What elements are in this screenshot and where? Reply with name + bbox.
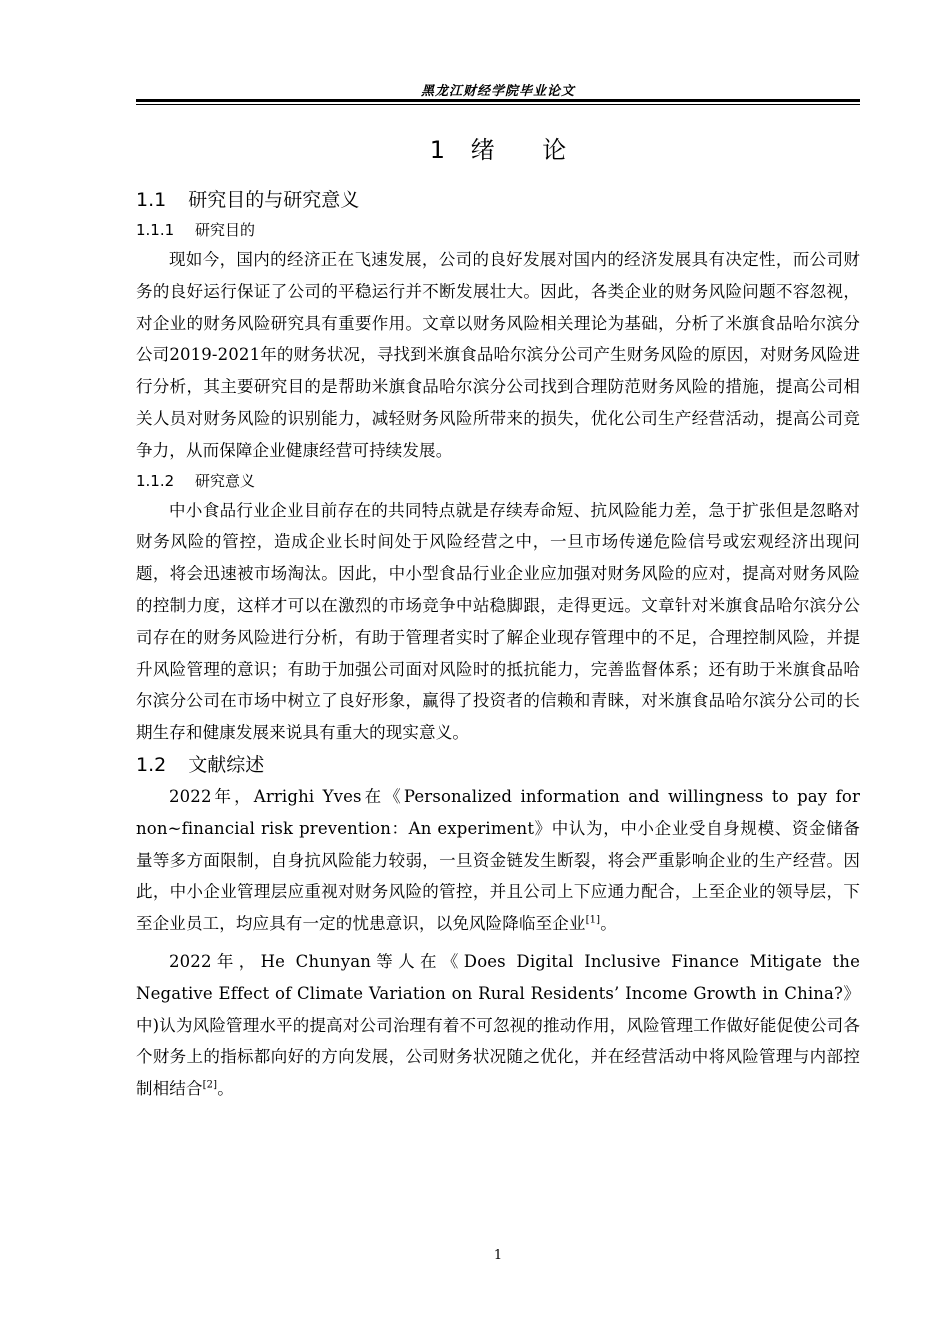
paragraph-literature-2: [136, 946, 860, 1105]
paragraph-research-purpose: 现如今，国内的经济正在飞速发展，公司的良好发展对国内的经济发展具有决定性，而公司财务的良好运行保证了公司的平稳运行并不断发展壮大。因此，各类企业的财务风险问题不容忽视，对企业的财务风险研究具有重要作用。文章以财务风险相关理论为基础，分析了米旗食品哈尔滨分公司2019-2021年的财务状况，寻找到米旗食品哈尔滨分公司产生财务风险的原因，对财务风险进行分析，其主要研究目的是帮助米旗食品哈尔滨分公司找到合理防范财务风险的措施，提高公司相关人员对财务风险的识别能力，减轻财务风险所带来的损失，优化公司生产经营活动，提高公司竞争力，从而保障企业健康经营可持续发展。: [136, 250, 860, 460]
subsection-heading-1-1-1: [136, 216, 860, 244]
citation-ref-1: [1]: [585, 914, 601, 926]
paragraph-text: 2022年，Arrighi Yves在《Personalized information and willingness to pay for non~financial risk prevention：An experiment》中认为，中小企业受自身规模、资金储备量等多方面限制，自身抗风险能力较弱，一旦资金链发生断裂，将会严重影响企业的生产经营。因此，中小企业管理层应重视对财务风险的管控，并且公司上下应通力配合，上至企业的领导层，下至企业员工，均应具有一定的忧患意识，以免风险降临至企业: [136, 786, 860, 934]
citation-ref-2: [2]: [202, 1079, 218, 1091]
subsection-title: 研究意义: [194, 471, 255, 490]
header-rule-thick: [136, 99, 860, 102]
subsection-number: 1.1.1: [136, 221, 175, 239]
main-content: [136, 130, 860, 1105]
subsection-number: 1.1.2: [136, 471, 175, 490]
section-number: 1.1: [136, 189, 167, 211]
paragraph-end-mark: 。: [600, 914, 617, 934]
paragraph-text: 2022年，He Chunyan等人在《Does Digital Inclusive Finance Mitigate the Negative Effect of Climate Variation on Rural Residents’ Income Growth in China?》中)认为风险管理水平的提高对公司治理有着不可忽视的推动作用，风险管理工作做好能促使公司各个财务上的指标都向好的方向发展，公司财务状况随之优化，并在经营活动中将风险管理与内部控制相结合: [136, 951, 860, 1099]
paragraph-research-significance: 中小食品行业企业目前存在的共同特点就是存续寿命短、抗风险能力差，急于扩张但是忽略对财务风险的管控，造成企业长时间处于风险经营之中，一旦市场传递危险信号或宏观经济出现问题，将会迅速被市场淘汰。因此，中小型食品行业企业应加强对财务风险的应对，提高对财务风险的控制力度，这样才可以在激烈的市场竞争中站稳脚跟，走得更远。文章针对米旗食品哈尔滨分公司存在的财务风险进行分析，有助于管理者实时了解企业现存管理中的不足，合理控制风险，并提升风险管理的意识；有助于加强公司面对风险时的抵抗能力，完善监督体系；还有助于米旗食品哈尔滨分公司在市场中树立了良好形象，赢得了投资者的信赖和青睐，对米旗食品哈尔滨分公司的长期生存和健康发展来说具有重大的现实意义。: [136, 500, 860, 743]
header-rule-thin: [136, 104, 860, 105]
chapter-title-char-1: 绪: [470, 136, 495, 164]
chapter-title: [136, 130, 860, 170]
running-header: 黑龙江财经学院毕业论文: [420, 84, 575, 99]
section-heading-1-2: [136, 749, 860, 781]
chapter-number: 1: [429, 136, 445, 164]
section-number: 1.2: [136, 753, 167, 776]
section-heading-1-1: [136, 184, 860, 216]
paragraph-end-mark: 。: [217, 1079, 234, 1099]
section-title: 研究目的与研究意义: [188, 189, 360, 211]
section-title: 文献综述: [188, 753, 265, 776]
subsection-title: 研究目的: [194, 221, 255, 239]
paragraph-literature-1: [136, 781, 860, 940]
subsection-heading-1-1-2: [136, 467, 860, 495]
page-number: 1: [493, 1248, 503, 1263]
chapter-title-char-2: 论: [542, 136, 567, 164]
